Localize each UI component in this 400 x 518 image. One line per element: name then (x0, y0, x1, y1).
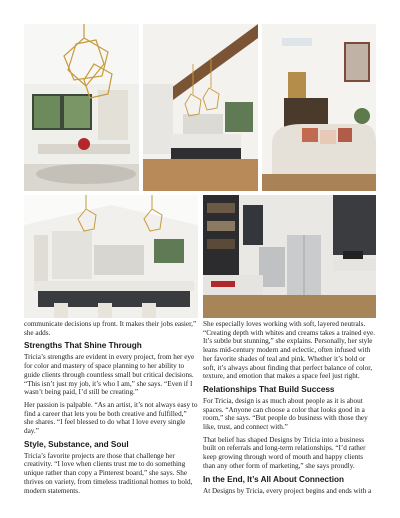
photo-kitchen-beam (143, 24, 258, 191)
photo-dining-room (24, 24, 139, 191)
photo-living-room (262, 24, 376, 191)
left-text-column (24, 320, 198, 499)
photo-kitchen-island (24, 195, 198, 318)
heading-connection: In the End, It’s All About Connection (203, 474, 344, 484)
paragraph-neutrals: She especially loves working with soft, layered neutrals. “Creating depth with whites and creams takes a trained eye. It’s subtle but stunning,” she explains. Personally, her style leans mid-century modern and eclectic, often infused with her favorite shades of teal and pink. Whether it’s bold or soft, it’s always about finding that perfect balance of color, texture, and emotion that makes a space feel just right. (203, 320, 376, 381)
paragraph-people: For Tricia, design is as much about people as it is about spaces. “Anyone can choose a color that looks good in a room,” she says. “But people do business with those they like, trust, and connect with.” (203, 396, 368, 432)
paragraph-every-project: At Designs by Tricia, every project begins and ends with a (203, 486, 372, 495)
heading-relationships: Relationships That Build Success (203, 384, 335, 394)
heading-style: Style, Substance, and Soul (24, 439, 129, 449)
paragraph-favorite-projects: Tricia’s favorite projects are those that challenge her creativity. “I love when clients trust me to do something unique rather than copy a Pinterest board,” she says. She thrives on variety, from timeless traditional homes to bold, modern statements. (24, 451, 193, 495)
paragraph-referrals: That belief has shaped Designs by Tricia into a business built on referrals and long-term relationships. “I’d rather keep growing through word of mouth and happy clients than any other form of marketing,” she says proudly. (203, 435, 366, 470)
paragraph-continued: communicate decisions up front. It makes their jobs easier,” she adds. (24, 320, 197, 337)
photo-dark-kitchen (203, 195, 376, 318)
heading-strengths: Strengths That Shine Through (24, 341, 142, 351)
right-text-column (203, 320, 377, 499)
paragraph-strengths: Tricia’s strengths are evident in every project, from her eye for color and mastery of space planning to her ability to guide clients through countless small but critical decisions. “This isn’t just my job, it’s who I am,” she says. “Even if I wasn’t being paid, I’d still be creating.” (24, 353, 195, 397)
paragraph-passion: Her passion is palpable. “As an artist, it’s not always easy to find a career that lets you be both creative and fulfilled,” she shares. “I feel blessed to do what I love every single day.” (24, 400, 198, 436)
